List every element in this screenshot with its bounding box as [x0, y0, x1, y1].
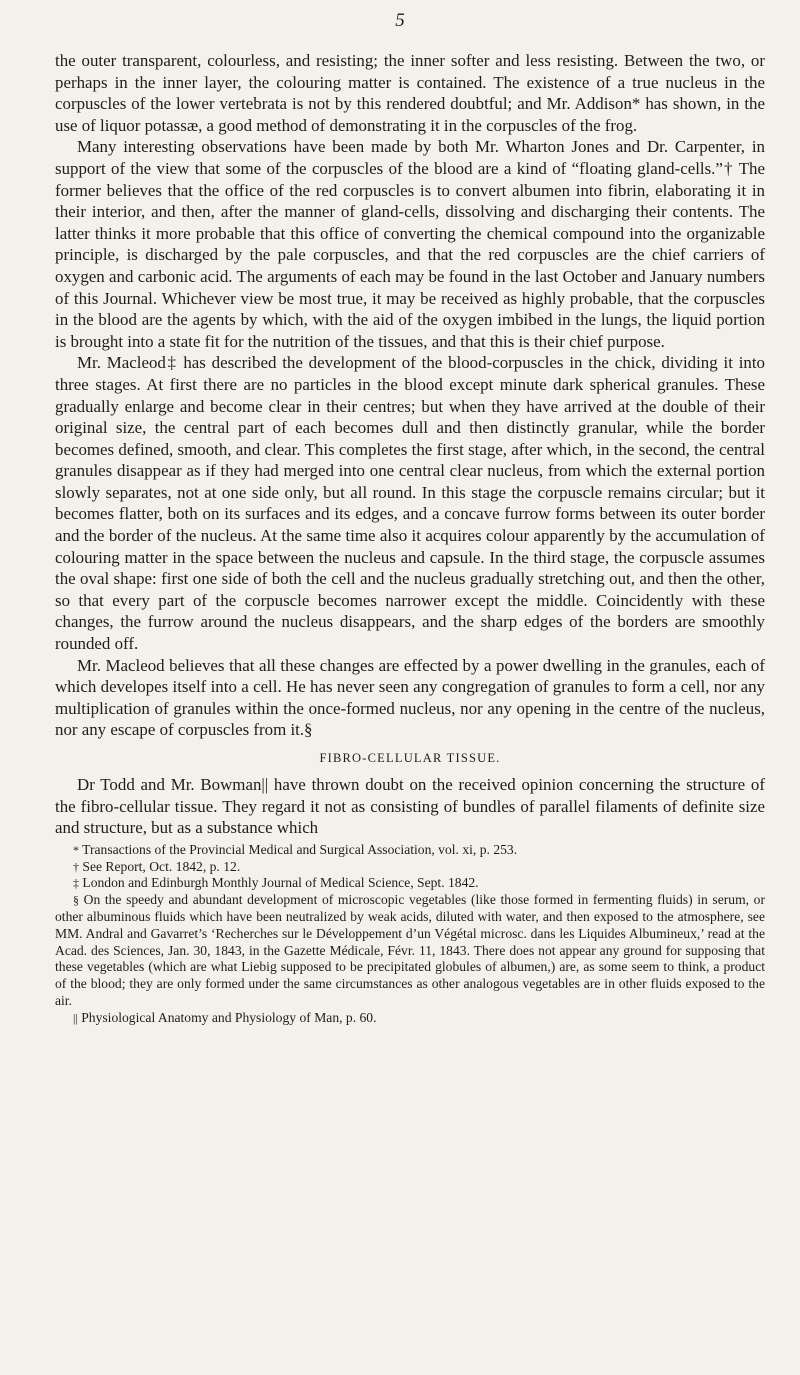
footnote-text: Transactions of the Provincial Medical and Surgical Association, vol. xi, p. 253.	[82, 841, 518, 857]
footnote	[55, 842, 765, 859]
paragraph: Mr. Macleod believes that all these changes are effected by a power dwelling in the granules, each of which developes itself into a cell. He has never seen any congregation of granules to form a cell, nor any multiplication of granules within the once-formed nucleus, nor any opening in the centre of the nucleus, nor any escape of corpuscles from it.§	[55, 655, 765, 740]
footnote-mark: *	[73, 842, 79, 857]
footnote	[55, 1010, 765, 1027]
footnote-mark: ||	[73, 1010, 78, 1025]
paragraph: the outer transparent, colourless, and resisting; the inner softer and less resisting. Between the two, or perhaps in the inner layer, the colouring matter is contained. The existence of a true nucleus in the corpuscles of the lower vertebrata is not by this rendered doubtful; and Mr. Addison* has shown, in the use of liquor potassæ, a good method of demonstrating it in the corpuscles of the frog.	[55, 51, 765, 135]
footnote-text: On the speedy and abundant development of microscopic vegetables (like those formed in fermenting fluids) in serum, or other albuminous fluids which have been neutralized by weak acids, diluted with water, and then exposed to the atmosphere, see MM. Andral and Gavarret’s ‘Recherches sur le Développement d’un Végétal microsc. dans les Liquides Albumineux,’ read at the Acad. des Sciences, Jan. 30, 1843, in the Gazette Médicale, Févr. 11, 1843. There does not appear any ground for supposing that these vegetables (which are what Liebig supposed to be precipitated globules of albumen,) are, as some seem to think, a product of the blood; they are only formed under the same circumstances as other analogous vegetables are in other fluids exposed to the air.	[55, 892, 765, 1008]
footnote-text: London and Edinburgh Monthly Journal of Medical Science, Sept. 1842.	[82, 875, 479, 891]
section-paragraph: Dr Todd and Mr. Bowman|| have thrown doubt on the received opinion concerning the structure of the fibro-cellular tissue. They regard it not as consisting of bundles of parallel filaments of definite size and structure, but as a substance which	[55, 775, 765, 838]
section-heading: FIBRO-CELLULAR TISSUE.	[319, 751, 501, 765]
body-text	[55, 50, 765, 1027]
footnote	[55, 892, 765, 1010]
footnote-mark: †	[73, 859, 79, 874]
paragraph: Many interesting observations have been made by both Mr. Wharton Jones and Dr. Carpenter, in support of the view that some of the corpuscles of the blood are a kind of “floating gland-cells.”† The former believes that the office of the red corpuscles is to convert albumen into fibrin, elaborating it in their interior, and then, after the manner of gland-cells, dissolving and discharging their contents. The latter thinks it more probable that this office of converting the chemical compound into the organizable principle, is discharged by the pale corpuscles, and that the red corpuscles are the chief carriers of oxygen and carbonic acid. The arguments of each may be found in the last October and January numbers of this Journal. Whichever view be most true, it may be received as highly probable, that the corpuscles in the blood are the agents by which, with the aid of the oxygen imbibed in the lungs, the liquid portion is brought into a state fit for the nutrition of the tissues, and that this is their chief purpose.	[55, 137, 765, 351]
footnote	[55, 859, 765, 876]
footnote	[55, 875, 765, 892]
footnote-text: Physiological Anatomy and Physiology of Man, p. 60.	[81, 1009, 377, 1025]
footnote-text: See Report, Oct. 1842, p. 12.	[82, 858, 241, 874]
page-number: 5	[395, 10, 405, 31]
footnotes	[55, 842, 765, 1027]
footnote-mark: §	[73, 893, 79, 908]
footnote-mark: ‡	[73, 876, 79, 891]
paragraph: Mr. Macleod‡ has described the development of the blood-corpuscles in the chick, dividing it into three stages. At first there are no particles in the blood except minute dark spherical granules. These gradually enlarge and become clear in their centres; but when they have arrived at the double of their original size, the central part of each becomes dull and then distinctly granular, while the border becomes defined, smooth, and clear. This completes the first stage, after which, in the second, the central granules disappear as if they had merged into one central clear nucleus, from which the external portion slowly separates, not at one side only, but all round. In this stage the corpuscle remains circular; but it becomes flatter, both on its surfaces and its edges, and a concave furrow forms between its outer border and the border of the nucleus. At the same time also it acquires colour apparently by the accumulation of colouring matter in the space between the nucleus and capsule. In the third stage, the corpuscle assumes the oval shape: first one side of both the cell and the nucleus gradually stretching out, and then the other, so that every part of the corpuscle becomes narrower except the middle. Coincidently with these changes, the furrow around the nucleus disappears, and the sharp edges of the borders are smoothly rounded off.	[55, 353, 765, 654]
